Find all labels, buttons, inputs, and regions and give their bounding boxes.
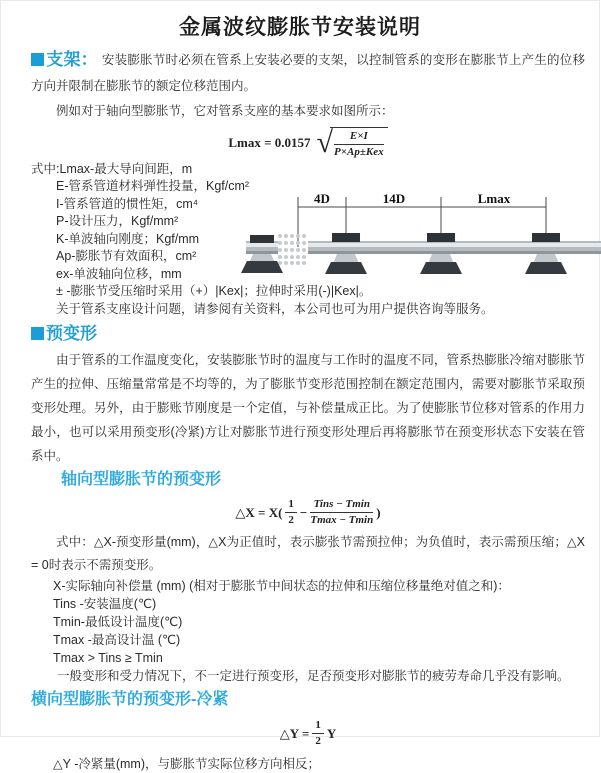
fraction-numerator: E×I (334, 130, 384, 145)
preform-paragraph: 由于管系的工作温度变化，安装膨胀节时的温度与工作时的温度不同，管系热膨胀冷缩对膨胀节产生的拉伸、压缩量常常是不均等的，为了膨胀节变形范围控制在额定范围内，需要对膨胀节采取预变形处理。另外，由于膨账节刚度是一个定值，与补偿量成正比。为了使膨胀节位移对管系的作用力最小，也可以采用预变形(冷紧)方让对膨胀节进行预变形处理后再将膨胀节在预变形状态下安装在管系中。 (31, 353, 585, 463)
pipe (308, 241, 601, 254)
plus-minus-note: ± -膨胀节受压缩时采用（+）|Kex|；拉伸时采用(-)|Kex|。 (56, 284, 372, 298)
bellows-icon (278, 234, 306, 265)
blue-square-icon (31, 53, 44, 66)
variable-line: I-管系管道的惯性矩，cm⁴ (56, 196, 199, 211)
square-root (317, 127, 388, 159)
variable-line: ex-单波轴向位移，mm (56, 266, 182, 281)
sqrt-radical-icon: √ (316, 125, 334, 159)
temperature-fraction: $\frac{\text{Tins − Tmin}}{Tmax - Tmin}$ (310, 498, 374, 526)
dim-label-14d: 14D (382, 191, 406, 206)
cold-tightening-note: △Y -冷紧量(mm)，与膨胀节实际位移方向相反； (53, 757, 321, 771)
guide-spacing-formula (31, 127, 585, 159)
variable-line: Ap-膨胀节有效面积，cm² (56, 249, 197, 263)
dim-label-4d: 4D (314, 191, 330, 206)
formula-lhs: Lmax = 0.0157 (228, 134, 311, 150)
support-example-line: 例如对于轴向型膨胀节，它对管系支座的基本要求如图所示： (56, 104, 394, 118)
definition-line: X-实际轴向补偿量 (mm) (相对于膨胀节中间状态的拉伸和压缩位移量绝对值之和)： (53, 579, 510, 593)
definition-line: Tmin-最低设计温度(℃) (53, 615, 183, 629)
consulting-note: 关于管系支座设计问题，请参阅有关资料，本公司也可为用户提供咨询等服务。 (56, 301, 494, 316)
axial-preform-heading: 轴向型膨胀节的预变形 (61, 471, 222, 488)
support-section-heading (31, 50, 98, 69)
one-half-fraction: $\frac{1}{2}$ (312, 719, 324, 748)
support-intro-paragraph (31, 47, 585, 99)
general-deformation-note: 一般变形和受力情况下，不一定进行预变形，足否预变形对膨胀节的疲劳寿命几乎没有影响。 (57, 669, 570, 683)
formula-lhs: △Y = (279, 725, 310, 741)
one-half-fraction: $\frac{1}{2}$ (285, 498, 297, 527)
formula-rhs: ) (376, 504, 381, 520)
variable-line: 式中:Lmax-最大导向间距，m (31, 161, 193, 176)
variable-line: K-单波轴向刚度；Kgf/mm (56, 231, 200, 246)
axial-preform-formula (31, 498, 585, 527)
preform-heading-label: 预变形 (46, 324, 97, 343)
minus-sign: − (299, 504, 308, 520)
axial-formula-explanation: 式中：△X-预变形量(mm)，△X为正值时，表示膨张节需预拉伸；为负值时，表示需预压缩；△X = 0时表示不需预变形。 (31, 535, 585, 572)
formula-rhs: Y (326, 725, 337, 741)
page-title: 金属波纹膨胀节安装说明 (179, 16, 421, 39)
definition-line: Tins -安装温度(℃) (53, 597, 157, 611)
axial-definitions-list (31, 577, 585, 685)
lateral-preform-formula (31, 719, 585, 748)
pipe-support-diagram (246, 191, 601, 291)
support-heading-label: 支架： (46, 50, 98, 69)
temperature-inequality: Tmax > Tins ≥ Tmin (53, 651, 163, 665)
preform-section-heading (31, 322, 585, 346)
definition-line: Tmax -最高设计温 (℃) (53, 633, 181, 647)
variable-line: P-设计压力，Kgf/mm² (56, 214, 179, 228)
formula-lhs: △X = X( (235, 504, 283, 520)
variable-line: E-管系管道材料弹性投量，Kgf/cm² (56, 179, 250, 193)
fraction-denominator: P×Ap±Kex (334, 145, 384, 158)
blue-square-icon (31, 327, 44, 340)
lateral-preform-heading: 横向型膨胀节的预变形-冷紧 (31, 691, 229, 708)
support-intro-text: 安装膨胀节时必须在管系上安装必要的支架，以控制管系的变形在膨胀节上产生的位移方向并限制在膨胀节的额定位移范围内。 (31, 53, 586, 93)
dim-label-lmax: Lmax (477, 191, 511, 206)
formula-fraction (334, 130, 384, 159)
